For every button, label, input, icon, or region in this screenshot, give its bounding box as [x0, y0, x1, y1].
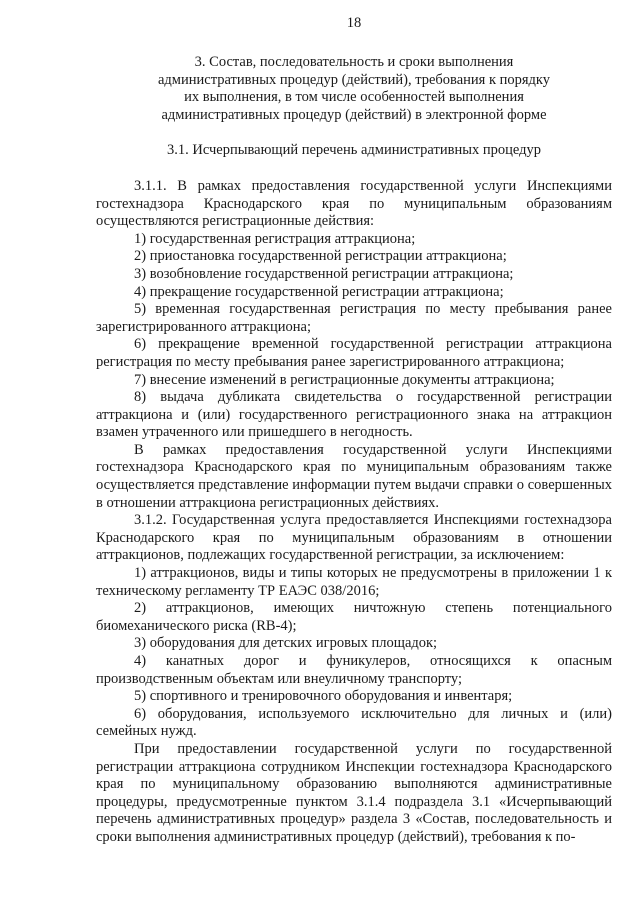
list-item: 2) аттракционов, имеющих ничтожную степень потенциального биомеханического риска (RB-4); — [96, 600, 612, 634]
paragraph: В рамках предоставления государственной услуги Инспекциями гостехнадзора Краснодарского края по муниципальным образованиям также осуществляется представление информации путем выдачи справки о совершенных в отношении аттракциона регистрационных действиях. — [96, 441, 612, 511]
list-item: 6) прекращение временной государственной регистрации аттракциона регистрация по месту пребывания ранее зарегистрированного аттракциона; — [96, 336, 612, 370]
list-item: 5) временная государственная регистрация по месту пребывания ранее зарегистрированного аттракциона; — [96, 301, 612, 335]
list-item: 6) оборудования, используемого исключительно для личных и (или) семейных нужд. — [96, 705, 612, 740]
list-item: 2) приостановка государственной регистрации аттракциона; — [134, 248, 507, 265]
list-item: 8) выдача дубликата свидетельства о государственной регистрации аттракциона и (или) государственного регистрационного знака на аттракцион взамен утраченного или пришедшего в негодность. — [96, 389, 612, 441]
page-number: 18 — [346, 15, 362, 31]
list-item: 5) спортивного и тренировочного оборудования и инвентаря; — [134, 688, 513, 705]
section-heading-line: административных процедур (действий) в электронной форме — [161, 106, 547, 123]
section-heading-line: административных процедур (действий), требования к порядку — [157, 71, 551, 88]
list-item: 4) прекращение государственной регистрации аттракциона; — [134, 283, 504, 300]
subsection-heading: 3.1. Исчерпывающий перечень административных процедур — [167, 142, 541, 159]
document-body — [96, 178, 612, 847]
list-item: 1) аттракционов, виды и типы которых не предусмотрены в приложении 1 к техническому регламенту ТР ЕАЭС 038/2016; — [96, 565, 612, 599]
list-item: 3) возобновление государственной регистрации аттракциона; — [134, 265, 514, 282]
paragraph: При предоставлении государственной услуги по государственной регистрации аттракциона сотрудником Инспекции гостехнадзора Краснодарского края по муниципальному образованию выполняются административные процедуры, предусмотренные пунктом 3.1.4 подраздела 3.1 «Исчерпывающий перечень административных процедур» раздела 3 «Состав, последовательность и сроки выполнения административных процедур (действий), требования к по- — [96, 740, 612, 845]
section-heading — [96, 54, 612, 124]
paragraph: 3.1.1. В рамках предоставления государственной услуги Инспекциями гостехнадзора Краснодарского края по муниципальным образованиям осуществляются регистрационные действия: — [96, 177, 612, 230]
document-page — [96, 14, 612, 847]
section-heading-line: 3. Состав, последовательность и сроки выполнения — [194, 54, 514, 70]
section-heading-line: их выполнения, в том числе особенностей выполнения — [184, 89, 524, 106]
list-item: 3) оборудования для детских игровых площадок; — [134, 635, 438, 652]
list-item: 1) государственная регистрация аттракциона; — [134, 230, 416, 247]
list-item: 4) канатных дорог и фуникулеров, относящихся к опасным производственным объектам или внеуличному транспорту; — [96, 653, 612, 687]
list-item: 7) внесение изменений в регистрационные документы аттракциона; — [134, 371, 555, 388]
paragraph: 3.1.2. Государственная услуга предоставляется Инспекциями гостехнадзора Краснодарского края по муниципальным образованиям в отношении аттракционов, подлежащих государственной регистрации, за исключением: — [96, 512, 612, 564]
